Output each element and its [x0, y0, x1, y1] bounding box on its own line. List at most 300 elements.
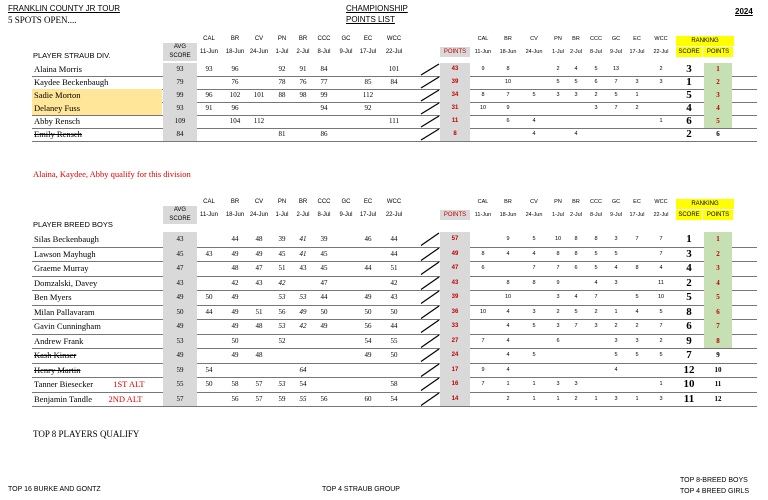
pts-cell: 7: [532, 265, 536, 271]
pts-cell: 6: [481, 265, 485, 271]
score-cell: 42: [299, 322, 307, 330]
player-name: Gavin Cunningham: [34, 321, 101, 331]
score-cell: 50: [205, 293, 213, 301]
score-cell: 49: [231, 293, 239, 301]
pts-cell: 11: [658, 279, 664, 286]
score-cell: 50: [390, 351, 398, 359]
rank-points: 4: [704, 276, 732, 291]
table-row: [32, 247, 757, 263]
score-cell: 54: [390, 394, 398, 403]
rank-score: 6: [686, 320, 692, 332]
rank-points: 12: [714, 394, 722, 403]
score-cell: 77: [320, 78, 328, 86]
points-cell: 43: [440, 63, 470, 76]
player-name: Milan Pallavaram: [34, 306, 95, 317]
pts-cell: 3: [659, 395, 663, 402]
score-cell: 53: [299, 293, 307, 301]
score-cell: 91: [299, 65, 307, 73]
pts-cell: 8: [574, 236, 578, 242]
player-name: Kash Kinser: [34, 350, 77, 360]
course-header: CV: [254, 36, 264, 42]
rank-points: 2: [704, 76, 732, 89]
date-header: 2-Jul: [570, 212, 582, 218]
avg-score: 49: [163, 319, 197, 334]
score-cell: 43: [255, 278, 263, 287]
date-header: 17-Jul: [629, 49, 645, 55]
score-cell: 49: [364, 351, 372, 359]
score-cell: 59: [278, 394, 286, 403]
pts-cell: 1: [635, 395, 639, 402]
pts-cell: 7: [614, 105, 618, 111]
pts-cell: 3: [556, 92, 560, 98]
date-header: 9-Jul: [339, 212, 353, 218]
table-row: [32, 305, 757, 321]
slash-mark: [420, 305, 440, 320]
score-cell: 101: [388, 65, 400, 73]
score-cell: 56: [278, 307, 286, 316]
pts-cell: 5: [614, 352, 618, 358]
rank-points: 1: [704, 63, 732, 76]
points-cell: 57: [440, 232, 470, 247]
rank-score: 1: [686, 233, 692, 245]
pts-cell: 8: [506, 279, 510, 286]
points-header: POINTS: [440, 47, 470, 57]
pts-cell: 3: [635, 79, 639, 85]
date-header: 22-Jul: [653, 49, 669, 55]
score-cell: 49: [320, 322, 328, 330]
pts-cell: 4: [659, 265, 663, 271]
score-cell: 92: [364, 104, 372, 112]
points-cell: 27: [440, 334, 470, 349]
pts-cell: 3: [532, 308, 536, 315]
course-header: GC: [611, 199, 621, 205]
rank-points-header: POINTS: [703, 47, 733, 57]
points-cell: 33: [440, 319, 470, 334]
slash-mark: [420, 377, 440, 392]
score-cell: 53: [278, 293, 286, 301]
date-header: 11-Jun: [200, 212, 218, 218]
score-label: SCORE: [163, 215, 197, 224]
score-cell: 43: [390, 293, 398, 301]
rank-points: 5: [704, 115, 732, 128]
score-cell: 57: [255, 394, 263, 403]
score-cell: 54: [205, 365, 213, 374]
score-cell: 39: [320, 235, 328, 243]
points-cell: 11: [440, 115, 470, 128]
course-header: PN: [554, 199, 562, 205]
avg-score: 93: [163, 102, 197, 115]
table-row: [32, 319, 757, 335]
date-header: 18-Jun: [225, 212, 245, 218]
pts-cell: 2: [506, 395, 510, 402]
rank-points: 3: [704, 261, 732, 276]
score-cell: 102: [229, 91, 241, 99]
slash-mark: [420, 276, 440, 291]
division-title: PLAYER BREED BOYS: [33, 220, 113, 229]
score-cell: 92: [278, 65, 286, 73]
pts-cell: 2: [635, 323, 639, 329]
date-header: 11-Jun: [474, 49, 492, 55]
course-header: WCC: [386, 36, 402, 42]
score-cell: 41: [299, 249, 307, 258]
alt-badge: 2ND ALT: [108, 393, 143, 404]
pts-cell: 2: [556, 308, 560, 315]
championship-title: CHAMPIONSHIP: [346, 4, 408, 13]
score-cell: 51: [255, 307, 263, 316]
course-header: CV: [530, 199, 538, 205]
score-cell: 44: [364, 264, 372, 272]
points-cell: 8: [440, 128, 470, 141]
rank-points: 5: [704, 290, 732, 305]
player-name: Benjamin Tandle: [34, 393, 93, 404]
score-cell: 49: [231, 322, 239, 330]
points-cell: 49: [440, 247, 470, 262]
pts-cell: 1: [635, 92, 639, 98]
rank-score: 8: [686, 305, 692, 318]
avg-score: 93: [163, 63, 197, 76]
rank-points-header: POINTS: [703, 210, 733, 220]
pts-cell: 2: [635, 105, 639, 111]
course-header: CAL: [477, 36, 489, 42]
division2-header: [0, 199, 768, 229]
score-cell: 57: [255, 380, 263, 388]
course-header: BR: [298, 199, 308, 205]
pts-cell: 5: [532, 352, 536, 358]
pts-cell: 4: [594, 279, 598, 286]
date-header: 1-Jul: [552, 49, 564, 55]
date-header: 18-Jun: [499, 49, 517, 55]
pts-cell: 5: [659, 308, 663, 315]
player-name: Delaney Fuss: [32, 102, 162, 115]
date-header: 22-Jul: [653, 212, 669, 218]
pts-cell: 9: [556, 279, 560, 286]
table-row: [32, 348, 757, 364]
pts-cell: 8: [481, 92, 485, 98]
slash-mark: [420, 247, 440, 262]
date-header: 2-Jul: [296, 49, 310, 55]
score-cell: 55: [390, 336, 398, 345]
pts-cell: 4: [532, 250, 536, 257]
footer-right-1: TOP 8-BREED BOYS: [680, 477, 748, 484]
course-header: CCC: [317, 36, 331, 42]
slash-mark: [420, 363, 440, 378]
pts-cell: 4: [532, 118, 536, 124]
date-header: 9-Jul: [610, 212, 622, 218]
slash-mark: [420, 334, 440, 349]
score-cell: 50: [390, 307, 398, 316]
pts-cell: 5: [594, 66, 598, 72]
player-name: Tanner Biesecker: [34, 379, 94, 389]
score-cell: 58: [231, 380, 239, 388]
score-cell: 91: [205, 104, 213, 112]
score-cell: 52: [278, 336, 286, 345]
table-row: [32, 115, 757, 129]
slash-mark: [420, 232, 440, 247]
date-header: 2-Jul: [296, 212, 310, 218]
rank-score: 11: [683, 392, 695, 405]
score-cell: 51: [278, 264, 286, 272]
date-header: 11-Jun: [200, 49, 218, 55]
course-header: CV: [530, 36, 538, 42]
avg-score: 109: [163, 115, 197, 128]
points-cell: 36: [440, 305, 470, 320]
date-header: 11-Jun: [474, 212, 492, 218]
score-cell: 111: [389, 117, 399, 125]
score-cell: 53: [278, 380, 286, 388]
table-row: [32, 128, 757, 142]
course-header: CCC: [590, 199, 602, 205]
avg-score: 79: [163, 76, 197, 89]
avg-score: 99: [163, 89, 197, 102]
date-header: 24-Jun: [525, 49, 543, 55]
pts-cell: 1: [532, 381, 536, 387]
score-cell: 54: [364, 336, 372, 345]
avg-label: AVG: [163, 43, 197, 52]
pts-cell: 8: [532, 279, 536, 286]
score-cell: 101: [253, 91, 265, 99]
avg-score: 49: [163, 290, 197, 305]
pts-cell: 13: [612, 66, 620, 72]
slash-mark: [420, 89, 440, 102]
score-cell: 44: [390, 235, 398, 243]
pts-cell: 2: [659, 66, 663, 72]
rank-points: 8: [704, 334, 732, 349]
score-cell: 48: [255, 322, 263, 330]
pts-cell: 2: [594, 92, 598, 98]
tour-title: FRANKLIN COUNTY JR TOUR: [8, 4, 121, 13]
slash-mark: [420, 115, 440, 128]
pts-cell: 3: [556, 294, 560, 300]
year: 2024: [735, 7, 753, 16]
rank-score: 4: [686, 102, 692, 114]
rank-points: 3: [704, 89, 732, 102]
pts-cell: 5: [574, 79, 578, 85]
alt-badge: 1ST ALT: [113, 379, 145, 389]
player-name: Lawson Mayhugh: [34, 248, 96, 259]
points-cell: 43: [440, 276, 470, 291]
score-cell: 45: [320, 249, 328, 258]
table-row: [32, 261, 757, 277]
avg-score: 45: [163, 247, 197, 262]
score-cell: 47: [255, 264, 263, 272]
table-row: [32, 290, 757, 306]
score-cell: 76: [299, 78, 307, 86]
pts-cell: 4: [506, 337, 510, 344]
score-cell: 44: [205, 307, 213, 316]
table-row: [32, 363, 757, 379]
pts-cell: 5: [532, 236, 536, 242]
rank-score: 1: [686, 76, 692, 88]
player-name: Andrew Frank: [34, 335, 84, 346]
rank-points: 6: [716, 130, 720, 138]
course-header: CAL: [203, 199, 215, 205]
score-cell: 48: [255, 351, 263, 359]
table-row: [32, 232, 757, 248]
table-row: [32, 334, 757, 350]
date-header: 1-Jul: [275, 49, 289, 55]
pts-cell: 7: [594, 294, 598, 300]
pts-cell: 10: [504, 294, 512, 300]
pts-cell: 4: [574, 66, 578, 72]
division2-table: [0, 220, 768, 412]
score-cell: 47: [320, 278, 328, 287]
course-header: CAL: [477, 199, 489, 205]
pts-cell: 4: [614, 366, 618, 373]
pts-cell: 7: [635, 236, 639, 242]
pts-cell: 4: [506, 323, 510, 329]
score-cell: 94: [320, 104, 328, 112]
date-header: 24-Jun: [249, 49, 269, 55]
rank-points: 6: [704, 305, 732, 320]
course-header: WCC: [654, 199, 668, 205]
date-header: 18-Jun: [499, 212, 517, 218]
rank-score: 10: [683, 378, 695, 390]
date-header: 8-Jul: [590, 212, 602, 218]
score-cell: 42: [231, 278, 239, 287]
score-cell: 49: [299, 307, 307, 316]
pts-cell: 1: [506, 381, 510, 387]
course-header: BR: [230, 36, 240, 42]
player-name: Emily Rensch: [34, 129, 82, 139]
player-name: Sadie Morton: [32, 89, 162, 102]
score-cell: 96: [205, 91, 213, 99]
pts-cell: 3: [594, 323, 598, 329]
score-cell: 86: [320, 130, 328, 138]
rank-score: 7: [686, 349, 692, 361]
pts-cell: 5: [594, 265, 598, 271]
avg-score: 57: [163, 392, 197, 407]
slash-mark: [420, 128, 440, 141]
table-row: [32, 377, 757, 393]
ranking-header: RANKING: [676, 36, 734, 46]
score-cell: 50: [364, 307, 372, 316]
pts-cell: 5: [614, 92, 618, 98]
pts-cell: 6: [574, 265, 578, 271]
points-cell: 39: [440, 290, 470, 305]
pts-cell: 2: [594, 308, 598, 315]
pts-cell: 5: [532, 323, 536, 329]
avg-score: 53: [163, 334, 197, 349]
footer-left: TOP 16 BURKE AND GONTZ: [8, 486, 101, 493]
score-cell: 50: [320, 307, 328, 316]
avg-score: 55: [163, 377, 197, 392]
score-cell: 49: [364, 293, 372, 301]
course-header: GC: [341, 36, 351, 42]
date-header: 24-Jun: [249, 212, 269, 218]
course-header: BR: [298, 36, 308, 42]
score-cell: 45: [320, 264, 328, 272]
score-cell: 84: [320, 65, 328, 73]
rank-score: 12: [683, 363, 695, 376]
pts-cell: 10: [479, 105, 487, 111]
rank-score: 2: [686, 276, 692, 289]
player-name: Silas Beckenbaugh: [34, 234, 99, 244]
pts-cell: 8: [506, 66, 510, 72]
rank-score-header: SCORE: [676, 47, 702, 57]
score-cell: 55: [299, 394, 307, 403]
pts-cell: 7: [659, 250, 663, 257]
course-header: EC: [633, 199, 641, 205]
date-header: 8-Jul: [317, 212, 331, 218]
pts-cell: 5: [659, 352, 663, 358]
player-name: Domzalski, Davey: [34, 277, 98, 288]
score-cell: 49: [231, 307, 239, 316]
pts-cell: 4: [574, 131, 578, 137]
score-cell: 81: [278, 130, 286, 138]
pts-cell: 7: [506, 92, 510, 98]
points-cell: 16: [440, 377, 470, 392]
date-header: 1-Jul: [552, 212, 564, 218]
pts-cell: 3: [614, 337, 618, 344]
course-header: EC: [363, 36, 373, 42]
footer-right-2: TOP 4 BREED GIRLS: [680, 488, 749, 495]
rank-score: 6: [686, 115, 692, 127]
pts-cell: 5: [614, 250, 618, 257]
score-cell: 64: [299, 365, 307, 374]
score-cell: 99: [320, 91, 328, 99]
score-cell: 96: [231, 65, 239, 73]
pts-cell: 9: [506, 105, 510, 111]
course-header: CAL: [203, 36, 215, 42]
course-header: BR: [572, 36, 580, 42]
course-header: BR: [504, 199, 512, 205]
points-cell: 31: [440, 102, 470, 115]
player-name: Kaydee Beckenbaugh: [34, 77, 109, 87]
pts-cell: 8: [481, 250, 485, 257]
pts-cell: 7: [614, 79, 618, 85]
points-list-title: POINTS LIST: [346, 15, 395, 24]
slash-mark: [420, 319, 440, 334]
score-cell: 104: [229, 117, 241, 125]
date-header: 24-Jun: [525, 212, 543, 218]
score-cell: 53: [278, 322, 286, 330]
pts-cell: 7: [574, 323, 578, 329]
score-cell: 50: [231, 336, 239, 345]
pts-cell: 5: [556, 79, 560, 85]
course-header: EC: [633, 36, 641, 42]
rank-score: 3: [686, 247, 692, 260]
pts-cell: 8: [556, 250, 560, 257]
date-header: 18-Jun: [225, 49, 245, 55]
date-header: 9-Jul: [610, 49, 622, 55]
score-label: SCORE: [163, 52, 197, 61]
points-cell: 14: [440, 392, 470, 407]
rank-points: 1: [704, 232, 732, 247]
score-cell: 93: [205, 65, 213, 73]
pts-cell: 5: [635, 294, 639, 300]
table-row: [32, 63, 757, 77]
slash-mark: [420, 392, 440, 407]
pts-cell: 2: [614, 323, 618, 329]
rank-score-header: SCORE: [676, 210, 702, 220]
score-cell: 46: [364, 235, 372, 243]
rank-score: 4: [686, 262, 692, 274]
course-header: CV: [254, 199, 264, 205]
pts-cell: 10: [554, 236, 562, 242]
date-header: 9-Jul: [339, 49, 353, 55]
score-cell: 49: [231, 351, 239, 359]
pts-cell: 10: [479, 308, 487, 315]
date-header: 22-Jul: [385, 49, 403, 55]
score-cell: 39: [278, 235, 286, 243]
table-row: [32, 76, 757, 90]
score-cell: 56: [364, 322, 372, 330]
course-header: GC: [611, 36, 621, 42]
division-title: PLAYER STRAUB DIV.: [33, 51, 111, 60]
course-header: CCC: [590, 36, 602, 42]
date-header: 17-Jul: [629, 212, 645, 218]
score-cell: 48: [231, 264, 239, 272]
